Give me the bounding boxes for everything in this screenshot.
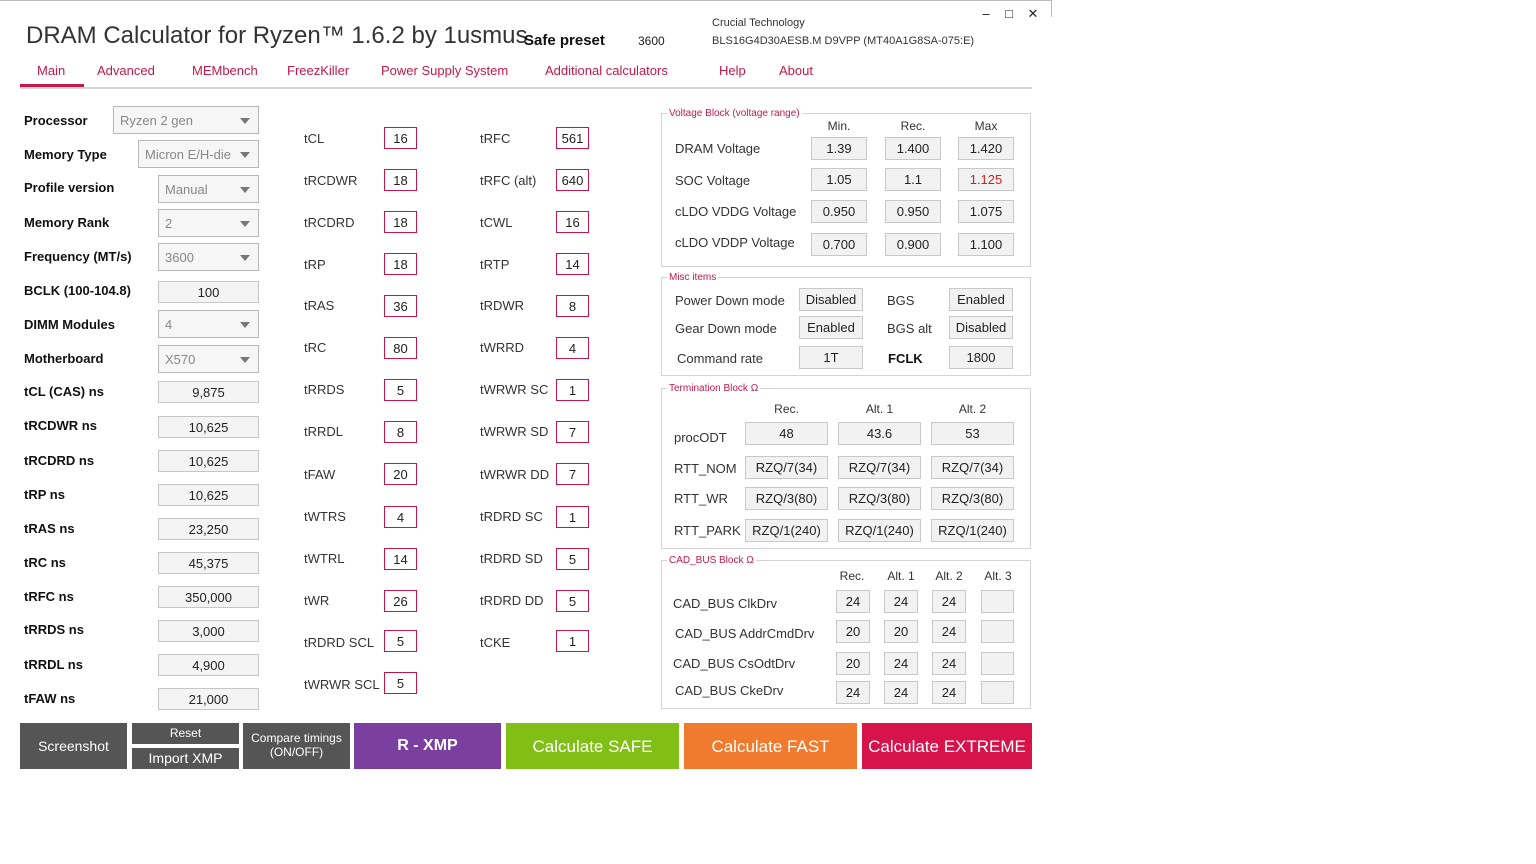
tras-ns-input[interactable]: 23,250: [158, 518, 259, 540]
column-header: Rec.: [774, 402, 799, 416]
dimm-modules-label: DIMM Modules: [24, 317, 115, 332]
clkdrv-alt3: [981, 590, 1014, 613]
addrcmddrv-rec: 20: [836, 620, 870, 643]
vddp-voltage-min: 0.700: [811, 233, 867, 256]
memory-type-label: Memory Type: [24, 147, 107, 162]
rtt-park-rec: RZQ/1(240): [745, 519, 828, 542]
column-header: Alt. 1: [887, 569, 915, 583]
column-header: Rec.: [900, 119, 926, 133]
close-icon[interactable]: ✕: [1027, 6, 1039, 21]
timing-value[interactable]: 7: [556, 421, 589, 443]
tab-additional-calculators[interactable]: Additional calculators: [545, 63, 668, 78]
column-header: Rec.: [839, 569, 865, 583]
bgs-alt-label: BGS alt: [887, 321, 932, 336]
gear-down-value: Enabled: [799, 316, 863, 339]
trrdl-ns-input[interactable]: 4,900: [158, 654, 259, 676]
vddp-voltage-rec: 0.900: [885, 233, 941, 256]
timing-value[interactable]: 18: [384, 211, 417, 233]
frequency-select[interactable]: [158, 243, 259, 271]
trc-ns-input[interactable]: 45,375: [158, 552, 259, 574]
timing-label: tRFC: [480, 131, 511, 146]
timing-value[interactable]: 5: [384, 379, 417, 401]
timing-label: tRAS: [304, 298, 335, 313]
chevron-down-icon: [240, 255, 250, 261]
trcdrd-ns-input[interactable]: 10,625: [158, 450, 259, 472]
dram-voltage-rec: 1.400: [885, 137, 941, 160]
timing-label: tWRWR SD: [480, 424, 549, 439]
timing-label: tWRWR SCL: [304, 677, 380, 692]
timing-value[interactable]: 14: [384, 548, 417, 570]
calculate-extreme-button[interactable]: Calculate EXTREME: [862, 723, 1032, 769]
rtt-wr-label: RTT_WR: [674, 491, 728, 506]
compare-timings-sublabel: (ON/OFF): [269, 745, 324, 759]
calculate-safe-button[interactable]: Calculate SAFE: [506, 723, 679, 769]
bclk-input[interactable]: 100: [158, 281, 259, 303]
rtt-nom-alt1: RZQ/7(34): [838, 456, 921, 479]
tcl-ns-input[interactable]: 9,875: [158, 381, 259, 403]
termination-block-caption: Termination Block Ω: [669, 383, 759, 394]
profile-version-label: Profile version: [24, 180, 115, 195]
timing-value[interactable]: 7: [556, 463, 589, 485]
clkdrv-rec: 24: [836, 590, 870, 613]
timing-label: tWRRD: [480, 340, 525, 355]
timing-value[interactable]: 5: [556, 590, 589, 612]
csodtdrv-alt1: 24: [884, 652, 918, 675]
bgs-alt-value: Disabled: [949, 316, 1013, 339]
motherboard-label: Motherboard: [24, 351, 104, 366]
procodt-rec: 48: [745, 422, 828, 445]
timing-value[interactable]: 5: [384, 630, 417, 652]
rtt-wr-alt1: RZQ/3(80): [838, 487, 921, 510]
timing-value[interactable]: 1: [556, 506, 589, 528]
timing-label: tRRDS: [304, 382, 345, 397]
timing-value[interactable]: 16: [556, 211, 589, 233]
column-header: Alt. 1: [865, 402, 894, 416]
vddp-voltage-label: cLDO VDDP Voltage: [675, 235, 795, 250]
timing-label: tRDRD SC: [480, 509, 543, 524]
procodt-alt1: 43.6: [838, 422, 921, 445]
r-xmp-button[interactable]: R - XMP: [354, 723, 501, 769]
processor-value: Ryzen 2 gen: [120, 113, 193, 128]
timing-label: tWTRL: [304, 551, 345, 566]
memory-type-value: Micron E/H-die: [145, 147, 231, 162]
app-title: DRAM Calculator for Ryzen™ 1.6.2 by 1usmus: [26, 22, 528, 49]
clkdrv-alt1: 24: [884, 590, 918, 613]
timing-label: tRCDWR: [304, 173, 358, 188]
column-header: Alt. 2: [935, 569, 963, 583]
compare-timings-button[interactable]: [243, 723, 350, 769]
cad-bus-block-caption: CAD_BUS Block Ω: [669, 555, 754, 566]
rtt-nom-rec: RZQ/7(34): [745, 456, 828, 479]
tab-power-supply-system[interactable]: Power Supply System: [381, 63, 509, 78]
memory-rank-select[interactable]: [158, 209, 259, 237]
minimize-icon[interactable]: –: [982, 6, 990, 21]
timing-value[interactable]: 16: [384, 127, 417, 149]
timing-value[interactable]: 4: [556, 337, 589, 359]
command-rate-label: Command rate: [677, 351, 763, 366]
processor-label: Processor: [24, 113, 88, 128]
timing-label: tWRWR DD: [480, 467, 550, 482]
memory-brand: Crucial Technology: [712, 17, 805, 29]
safe-preset-value: 3600: [638, 34, 665, 48]
timing-label: tRC: [304, 340, 327, 355]
addrcmddrv-label: CAD_BUS AddrCmdDrv: [675, 626, 815, 641]
dram-voltage-label: DRAM Voltage: [675, 141, 761, 156]
timing-value[interactable]: 1: [556, 630, 589, 652]
procodt-alt2: 53: [931, 422, 1014, 445]
rtt-wr-alt2: RZQ/3(80): [931, 487, 1014, 510]
trc-ns-label: tRC ns: [24, 555, 66, 570]
timing-value[interactable]: 36: [384, 295, 417, 317]
rtt-park-label: RTT_PARK: [674, 523, 741, 538]
timing-value[interactable]: 80: [384, 337, 417, 359]
addrcmddrv-alt2: 24: [932, 620, 966, 643]
fclk-label: FCLK: [888, 351, 923, 366]
tab-about[interactable]: About: [779, 63, 813, 78]
vddp-voltage-max: 1.100: [958, 233, 1014, 256]
rtt-nom-alt2: RZQ/7(34): [931, 456, 1014, 479]
soc-voltage-max: 1.125: [958, 168, 1014, 191]
tfaw-ns-label: tFAW ns: [24, 691, 76, 706]
timing-value[interactable]: 18: [384, 169, 417, 191]
ckedrv-label: CAD_BUS CkeDrv: [675, 683, 784, 698]
fclk-value: 1800: [949, 346, 1013, 369]
motherboard-select[interactable]: [158, 345, 259, 373]
timing-label: tRRDL: [304, 424, 344, 439]
tras-ns-label: tRAS ns: [24, 521, 75, 536]
column-header: Alt. 3: [984, 569, 1012, 583]
rtt-nom-label: RTT_NOM: [674, 461, 737, 476]
voltage-block-caption: Voltage Block (voltage range): [669, 108, 800, 119]
timing-value[interactable]: 8: [556, 295, 589, 317]
timing-value[interactable]: 5: [384, 672, 417, 694]
tfaw-ns-input[interactable]: 21,000: [158, 688, 259, 710]
timing-label: tRTP: [480, 257, 510, 272]
timing-label: tRDRD SD: [480, 551, 543, 566]
timing-label: tRDRD DD: [480, 593, 544, 608]
ckedrv-alt1: 24: [884, 681, 918, 704]
chevron-down-icon: [240, 187, 250, 193]
timing-label: tCWL: [480, 215, 513, 230]
chevron-down-icon: [240, 152, 250, 158]
addrcmddrv-alt1: 20: [884, 620, 918, 643]
motherboard-value: X570: [165, 352, 196, 367]
tcl-ns-label: tCL (CAS) ns: [24, 384, 104, 399]
timing-value[interactable]: 5: [556, 548, 589, 570]
bgs-label: BGS: [887, 293, 915, 308]
timing-value[interactable]: 20: [384, 463, 417, 485]
dram-voltage-min: 1.39: [811, 137, 867, 160]
column-header: Alt. 2: [958, 402, 987, 416]
misc-items-caption: Misc items: [669, 272, 717, 283]
profile-version-select[interactable]: [158, 175, 259, 203]
rtt-park-alt2: RZQ/1(240): [931, 519, 1014, 542]
timing-value[interactable]: 4: [384, 506, 417, 528]
addrcmddrv-alt3: [981, 620, 1014, 643]
timing-value[interactable]: 640: [556, 169, 589, 191]
vddg-voltage-min: 0.950: [811, 200, 867, 223]
memory-rank-label: Memory Rank: [24, 215, 110, 230]
window-right-border: [1051, 0, 1052, 17]
timing-value[interactable]: 26: [384, 590, 417, 612]
timing-label: tRFC (alt): [480, 173, 537, 188]
safe-preset-label: Safe preset: [524, 32, 605, 49]
bclk-label: BCLK (100-104.8): [24, 283, 131, 298]
timing-value[interactable]: 561: [556, 127, 589, 149]
frequency-label: Frequency (MT/s): [24, 249, 132, 264]
memory-rank-value: 2: [165, 216, 173, 231]
trp-ns-input[interactable]: 10,625: [158, 484, 259, 506]
tab-freezkiller[interactable]: FreezKiller: [287, 63, 350, 78]
dimm-modules-select[interactable]: [158, 310, 259, 338]
timing-value[interactable]: 14: [556, 253, 589, 275]
trp-ns-label: tRP ns: [24, 487, 65, 502]
ckedrv-alt2: 24: [932, 681, 966, 704]
chevron-down-icon: [240, 221, 250, 227]
dimm-modules-value: 4: [165, 317, 173, 332]
ckedrv-alt3: [981, 681, 1014, 704]
vddg-voltage-max: 1.075: [958, 200, 1014, 223]
import-xmp-button[interactable]: Import XMP: [132, 748, 239, 769]
maximize-icon[interactable]: □: [1005, 6, 1013, 21]
csodtdrv-rec: 20: [836, 652, 870, 675]
window-top-border: [0, 0, 1052, 1]
trcdwr-ns-label: tRCDWR ns: [24, 418, 97, 433]
timing-label: tFAW: [304, 467, 336, 482]
gear-down-label: Gear Down mode: [675, 321, 777, 336]
trrds-ns-label: tRRDS ns: [24, 622, 84, 637]
ckedrv-rec: 24: [836, 681, 870, 704]
soc-voltage-min: 1.05: [811, 168, 867, 191]
power-down-value: Disabled: [799, 288, 863, 311]
clkdrv-alt2: 24: [932, 590, 966, 613]
profile-version-value: Manual: [165, 182, 208, 197]
tab-main[interactable]: Main: [37, 63, 66, 78]
tab-advanced[interactable]: Advanced: [97, 63, 155, 78]
timing-label: tWRWR SC: [480, 382, 549, 397]
timing-label: tRDRD SCL: [304, 635, 375, 650]
trfc-ns-input[interactable]: 350,000: [158, 586, 259, 608]
csodtdrv-label: CAD_BUS CsOdtDrv: [673, 656, 796, 671]
calculate-fast-button[interactable]: Calculate FAST: [684, 723, 857, 769]
trrds-ns-input[interactable]: 3,000: [158, 620, 259, 642]
timing-value[interactable]: 1: [556, 379, 589, 401]
power-down-label: Power Down mode: [675, 293, 785, 308]
rtt-park-alt1: RZQ/1(240): [838, 519, 921, 542]
soc-voltage-rec: 1.1: [885, 168, 941, 191]
procodt-label: procODT: [674, 430, 727, 445]
soc-voltage-label: SOC Voltage: [675, 173, 751, 188]
frequency-value: 3600: [165, 250, 194, 265]
csodtdrv-alt3: [981, 652, 1014, 675]
trrdl-ns-label: tRRDL ns: [24, 657, 83, 672]
chevron-down-icon: [240, 322, 250, 328]
vddg-voltage-rec: 0.950: [885, 200, 941, 223]
memory-part-number: BLS16G4D30AESB.M D9VPP (MT40A1G8SA-075:E): [712, 35, 975, 47]
timing-label: tRDWR: [480, 298, 525, 313]
timing-label: tRCDRD: [304, 215, 355, 230]
bgs-value: Enabled: [949, 288, 1013, 311]
timing-label: tWR: [304, 593, 330, 608]
compare-timings-label: Compare timings: [251, 731, 342, 745]
column-header: Min.: [827, 119, 851, 133]
timing-label: tRP: [304, 257, 326, 272]
vddg-voltage-label: cLDO VDDG Voltage: [675, 204, 797, 219]
tab-help[interactable]: Help: [719, 63, 746, 78]
tab-divider: [20, 87, 1032, 89]
screenshot-button[interactable]: Screenshot: [20, 723, 127, 769]
timing-label: tCL: [304, 131, 325, 146]
memory-type-select[interactable]: [138, 140, 259, 168]
column-header: Max: [974, 119, 998, 133]
clkdrv-label: CAD_BUS ClkDrv: [673, 596, 778, 611]
dram-voltage-max: 1.420: [958, 137, 1014, 160]
rtt-wr-rec: RZQ/3(80): [745, 487, 828, 510]
reset-button[interactable]: Reset: [132, 723, 239, 744]
csodtdrv-alt2: 24: [932, 652, 966, 675]
timing-value[interactable]: 8: [384, 421, 417, 443]
trfc-ns-label: tRFC ns: [24, 589, 74, 604]
command-rate-value: 1T: [799, 346, 863, 369]
trcdrd-ns-label: tRCDRD ns: [24, 453, 95, 468]
chevron-down-icon: [240, 118, 250, 124]
timing-label: tWTRS: [304, 509, 346, 524]
processor-select[interactable]: [113, 106, 259, 134]
timing-label: tCKE: [480, 635, 511, 650]
tab-membench[interactable]: MEMbench: [192, 63, 258, 78]
timing-value[interactable]: 18: [384, 253, 417, 275]
chevron-down-icon: [240, 357, 250, 363]
trcdwr-ns-input[interactable]: 10,625: [158, 416, 259, 438]
